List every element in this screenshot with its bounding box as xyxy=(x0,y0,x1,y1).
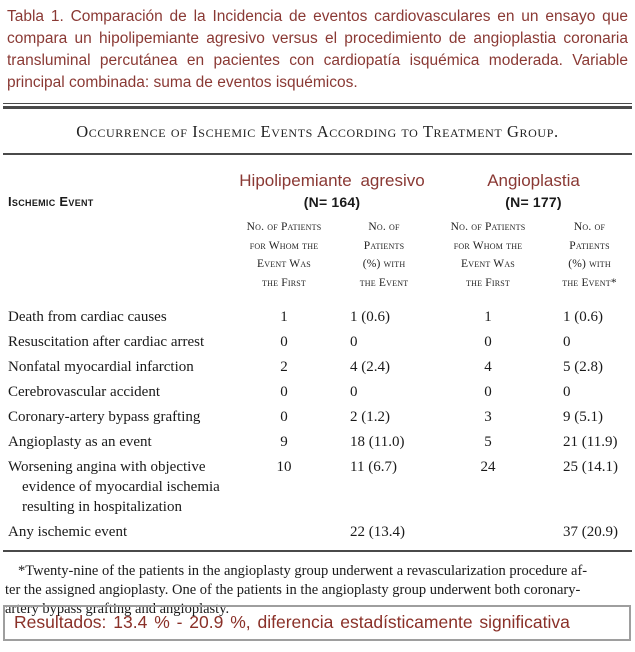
subheader-line: the First xyxy=(262,276,306,289)
row-label: Angioplasty as an event xyxy=(8,433,152,450)
subheader-col4 xyxy=(544,218,635,292)
cell: 0 xyxy=(280,408,288,425)
cell: 10 xyxy=(276,458,292,475)
results-text: Resultados: 13.4 % - 20.9 %, diferencia estadísticamente significativa xyxy=(14,612,570,632)
cell: 0 xyxy=(350,383,358,400)
row-label: Coronary-artery bypass grafting xyxy=(8,408,201,425)
row-label: Nonfatal myocardial infarction xyxy=(8,358,194,375)
row-header-label: Ischemic Event xyxy=(8,194,94,209)
cell: 5 (2.8) xyxy=(563,358,603,375)
subheader-line: No. of xyxy=(368,221,400,233)
title-separator-rule xyxy=(3,153,632,155)
group-header-angioplastia xyxy=(432,171,635,210)
cell: 0 xyxy=(350,333,358,350)
group-n: (N= 164) xyxy=(303,194,361,210)
group-header-hipolipemiante xyxy=(232,171,432,210)
subheader-line: the First xyxy=(466,276,510,289)
subheader-line: No. of xyxy=(573,221,606,233)
subheader-line: Event Was xyxy=(461,258,515,270)
table-row xyxy=(0,304,635,329)
cell: 0 xyxy=(280,333,288,350)
subheader-line: Patients xyxy=(363,239,405,252)
cell: 1 xyxy=(484,308,492,325)
row-label: Cerebrovascular accident xyxy=(8,383,160,400)
row-label: Any ischemic event xyxy=(8,523,128,540)
footnote-line: artery bypass grafting and angioplasty. xyxy=(5,601,230,617)
cell: 5 xyxy=(484,433,492,450)
cell: 1 xyxy=(280,308,288,325)
cell: 21 (11.9) xyxy=(563,433,618,450)
group-name: Hipolipemiante agresivo xyxy=(239,171,425,190)
table-row xyxy=(0,404,635,429)
table-row xyxy=(0,379,635,404)
subheader-line: the Event* xyxy=(562,276,617,289)
subheader-line: (%) with xyxy=(362,258,406,270)
cell: 11 (6.7) xyxy=(350,458,397,475)
cell: 3 xyxy=(484,408,492,425)
footnote-line: *Twenty-nine of the patients in the angioplasty group underwent a revascularization procedure af- xyxy=(18,563,588,579)
cell: 2 (1.2) xyxy=(350,408,390,425)
row-label: Resuscitation after cardiac arrest xyxy=(8,333,205,350)
subheader-line: Patients xyxy=(569,239,610,252)
cell: 4 xyxy=(484,358,492,375)
subheader-line: for Whom the xyxy=(453,239,523,252)
table-row xyxy=(0,329,635,354)
subheader-line: the Event xyxy=(359,276,409,289)
cell: 37 (20.9) xyxy=(563,523,618,540)
cell: 24 xyxy=(480,458,496,475)
cell: 0 xyxy=(563,383,571,400)
subheader-line: Event Was xyxy=(257,258,311,270)
cell: 18 (11.0) xyxy=(350,433,405,450)
cell: 1 (0.6) xyxy=(563,308,603,325)
table-row xyxy=(0,354,635,379)
table-row xyxy=(0,429,635,454)
group-n: (N= 177) xyxy=(505,194,562,210)
table-bottom-rule xyxy=(3,550,632,552)
table-body xyxy=(0,304,635,544)
cell: 0 xyxy=(484,383,492,400)
cell: 0 xyxy=(484,333,492,350)
subheader-col2 xyxy=(336,218,432,292)
table-caption-spanish: Tabla 1. Comparación de la Incidencia de eventos cardiovasculares en un ensayo que compara un hipolipemiante agresivo versus el procedimiento de angioplastia coronaria transluminal percutánea en pacientes con cardiopatía isquémica moderada. Variable principal combinada: suma de eventos isquémicos. xyxy=(7,8,628,91)
footnote-line: ter the assigned angioplasty. One of the patients in the angioplasty group underwent both coronary- xyxy=(5,582,581,598)
group-name: Angioplastia xyxy=(487,171,580,190)
table-row xyxy=(0,454,635,519)
cell: 22 (13.4) xyxy=(350,523,405,540)
table-subheader-row xyxy=(0,218,635,292)
cell: 4 (2.4) xyxy=(350,358,390,375)
subheader-line: (%) with xyxy=(568,258,611,270)
cell: 25 (14.1) xyxy=(563,458,618,475)
subheader-line: for Whom the xyxy=(249,239,319,252)
cell: 0 xyxy=(563,333,571,350)
cell: 2 xyxy=(280,358,288,375)
subheader-line: No. of Patients xyxy=(246,221,322,233)
results-highlight-box xyxy=(3,605,631,641)
cell: 1 (0.6) xyxy=(350,308,390,325)
table-title: Occurrence of Ischemic Events According to Treatment Group. xyxy=(76,122,559,141)
subheader-col1 xyxy=(232,218,336,292)
row-label: Worsening angina with objective evidence of myocardial ischemia resulting in hospitalization xyxy=(8,458,220,515)
table-group-header-row xyxy=(0,171,635,210)
row-label: Death from cardiac causes xyxy=(8,308,167,325)
subheader-col3 xyxy=(432,218,544,292)
table-top-double-rule xyxy=(3,103,632,109)
table-row xyxy=(0,519,635,544)
cell: 9 (5.1) xyxy=(563,408,603,425)
subheader-line: No. of Patients xyxy=(450,221,526,233)
cell: 9 xyxy=(280,433,288,450)
cell: 0 xyxy=(280,383,288,400)
